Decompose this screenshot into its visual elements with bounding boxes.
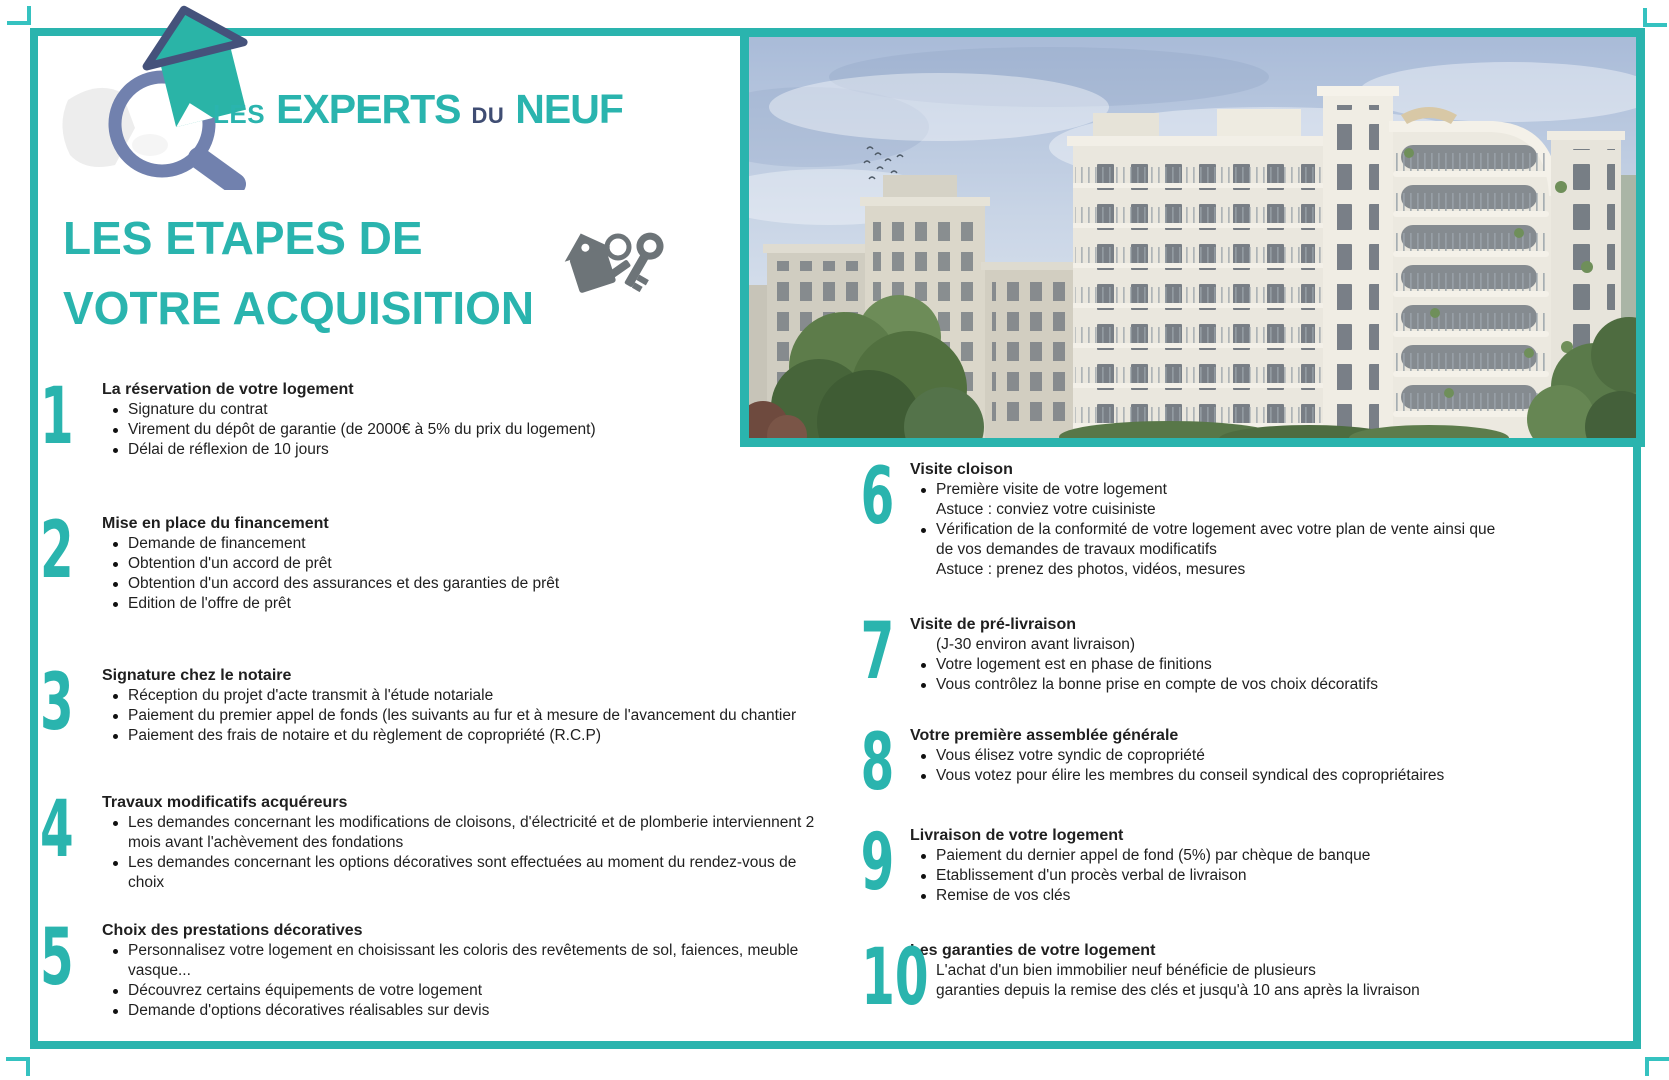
step-7 <box>820 607 1514 697</box>
step-9-item: Etablissement d'un procès verbal de livraison <box>910 866 1514 886</box>
step-6 <box>820 452 1514 580</box>
step-8 <box>820 718 1514 808</box>
step-10 <box>820 933 1514 1023</box>
step-1 <box>40 372 824 462</box>
brand-les: LES <box>213 99 266 129</box>
house-keys-icon <box>560 220 672 311</box>
step-1-item: Virement du dépôt de garantie (de 2000€ à 5% du prix du logement) <box>102 420 824 440</box>
step-9 <box>820 818 1514 908</box>
page-title-line2: VOTRE ACQUISITION <box>63 282 535 334</box>
step-2-item: Obtention d'un accord de prêt <box>102 554 824 574</box>
step-8-title: Votre première assemblée générale <box>910 727 1179 744</box>
step-3-item: Réception du projet d'acte transmit à l'étude notariale <box>102 686 824 706</box>
step-8-item: Vous votez pour élire les membres du conseil syndical des copropriétaires <box>910 766 1514 786</box>
step-5-number: 5 <box>40 913 74 1003</box>
step-2-item: Obtention d'un accord des assurances et des garanties de prêt <box>102 574 824 594</box>
step-3-item: Paiement des frais de notaire et du règlement de copropriété (R.C.P) <box>102 726 824 746</box>
page-title <box>63 203 534 343</box>
brand-wordmark <box>213 86 623 133</box>
corner-mark-bottom-left <box>6 1057 30 1076</box>
step-3-title: Signature chez le notaire <box>102 667 292 684</box>
step-1-item: Signature du contrat <box>102 400 824 420</box>
step-2-title: Mise en place du financement <box>102 515 329 532</box>
step-10-text: L'achat d'un bien immobilier neuf bénéficie de plusieurs <box>936 962 1316 979</box>
step-3-number: 3 <box>40 658 74 748</box>
step-6-item: Première visite de votre logement <box>910 480 1514 500</box>
step-3-item: Paiement du premier appel de fonds (les suivants au fur et à mesure de l'avancement du chantier <box>102 706 824 726</box>
step-5-item: Demande d'options décoratives réalisables sur devis <box>102 1001 824 1021</box>
step-9-title: Livraison de votre logement <box>910 827 1124 844</box>
step-5-item: Personnalisez votre logement en choisissant les coloris des revêtements de sol, faiences, meuble vasque... <box>102 941 824 981</box>
step-5-item: Découvrez certains équipements de votre logement <box>102 981 824 1001</box>
step-9-item: Paiement du dernier appel de fond (5%) par chèque de banque <box>910 846 1514 866</box>
step-10-text: garanties depuis la remise des clés et jusqu'à 10 ans après la livraison <box>936 982 1420 999</box>
step-6-tip: Astuce : conviez votre cuisiniste <box>936 501 1156 518</box>
step-7-title: Visite de pré-livraison <box>910 616 1076 633</box>
step-6-tip: Astuce : prenez des photos, vidéos, mesures <box>936 561 1246 578</box>
step-7-number: 7 <box>860 607 894 697</box>
step-10-number: 10 <box>861 933 929 1023</box>
step-8-item: Vous élisez votre syndic de copropriété <box>910 746 1514 766</box>
step-9-item: Remise de vos clés <box>910 886 1514 906</box>
corner-mark-top-right <box>1643 8 1667 27</box>
step-6-item: Vérification de la conformité de votre logement avec votre plan de vente ainsi que de vos demandes de travaux modificatifs <box>910 520 1514 560</box>
step-3 <box>40 658 824 748</box>
step-2 <box>40 506 824 614</box>
step-5 <box>40 913 824 1021</box>
step-4-title: Travaux modificatifs acquéreurs <box>102 794 348 811</box>
step-7-item: Votre logement est en phase de finitions <box>910 655 1514 675</box>
step-2-item: Edition de l'offre de prêt <box>102 594 824 614</box>
corner-mark-bottom-right <box>1645 1057 1669 1076</box>
page-title-line1: LES ETAPES DE <box>63 212 423 264</box>
corner-mark-top-left <box>7 6 31 25</box>
step-7-note: (J-30 environ avant livraison) <box>936 636 1136 653</box>
new-residence-building-photo <box>740 28 1645 447</box>
step-6-title: Visite cloison <box>910 461 1013 478</box>
brand-experts: EXPERTS <box>276 86 461 132</box>
step-4-number: 4 <box>40 785 74 875</box>
brand-neuf: NEUF <box>515 86 623 132</box>
step-2-item: Demande de financement <box>102 534 824 554</box>
step-5-title: Choix des prestations décoratives <box>102 922 363 939</box>
step-1-item: Délai de réflexion de 10 jours <box>102 440 824 460</box>
step-7-item: Vous contrôlez la bonne prise en compte de vos choix décoratifs <box>910 675 1514 695</box>
step-1-title: La réservation de votre logement <box>102 381 354 398</box>
step-9-number: 9 <box>860 818 894 908</box>
step-6-number: 6 <box>860 452 894 542</box>
step-8-number: 8 <box>860 718 894 808</box>
step-4 <box>40 785 824 893</box>
brand-du: DU <box>471 103 505 128</box>
step-1-number: 1 <box>40 372 74 462</box>
step-2-number: 2 <box>40 506 74 596</box>
step-4-item: Les demandes concernant les modifications de cloisons, d'électricité et de plomberie interviennent 2 mois avant l'achèvement des fondations <box>102 813 824 853</box>
step-10-title: Les garanties de votre logement <box>910 942 1156 959</box>
step-4-item: Les demandes concernant les options décoratives sont effectuées au moment du rendez-vous de choix <box>102 853 824 893</box>
